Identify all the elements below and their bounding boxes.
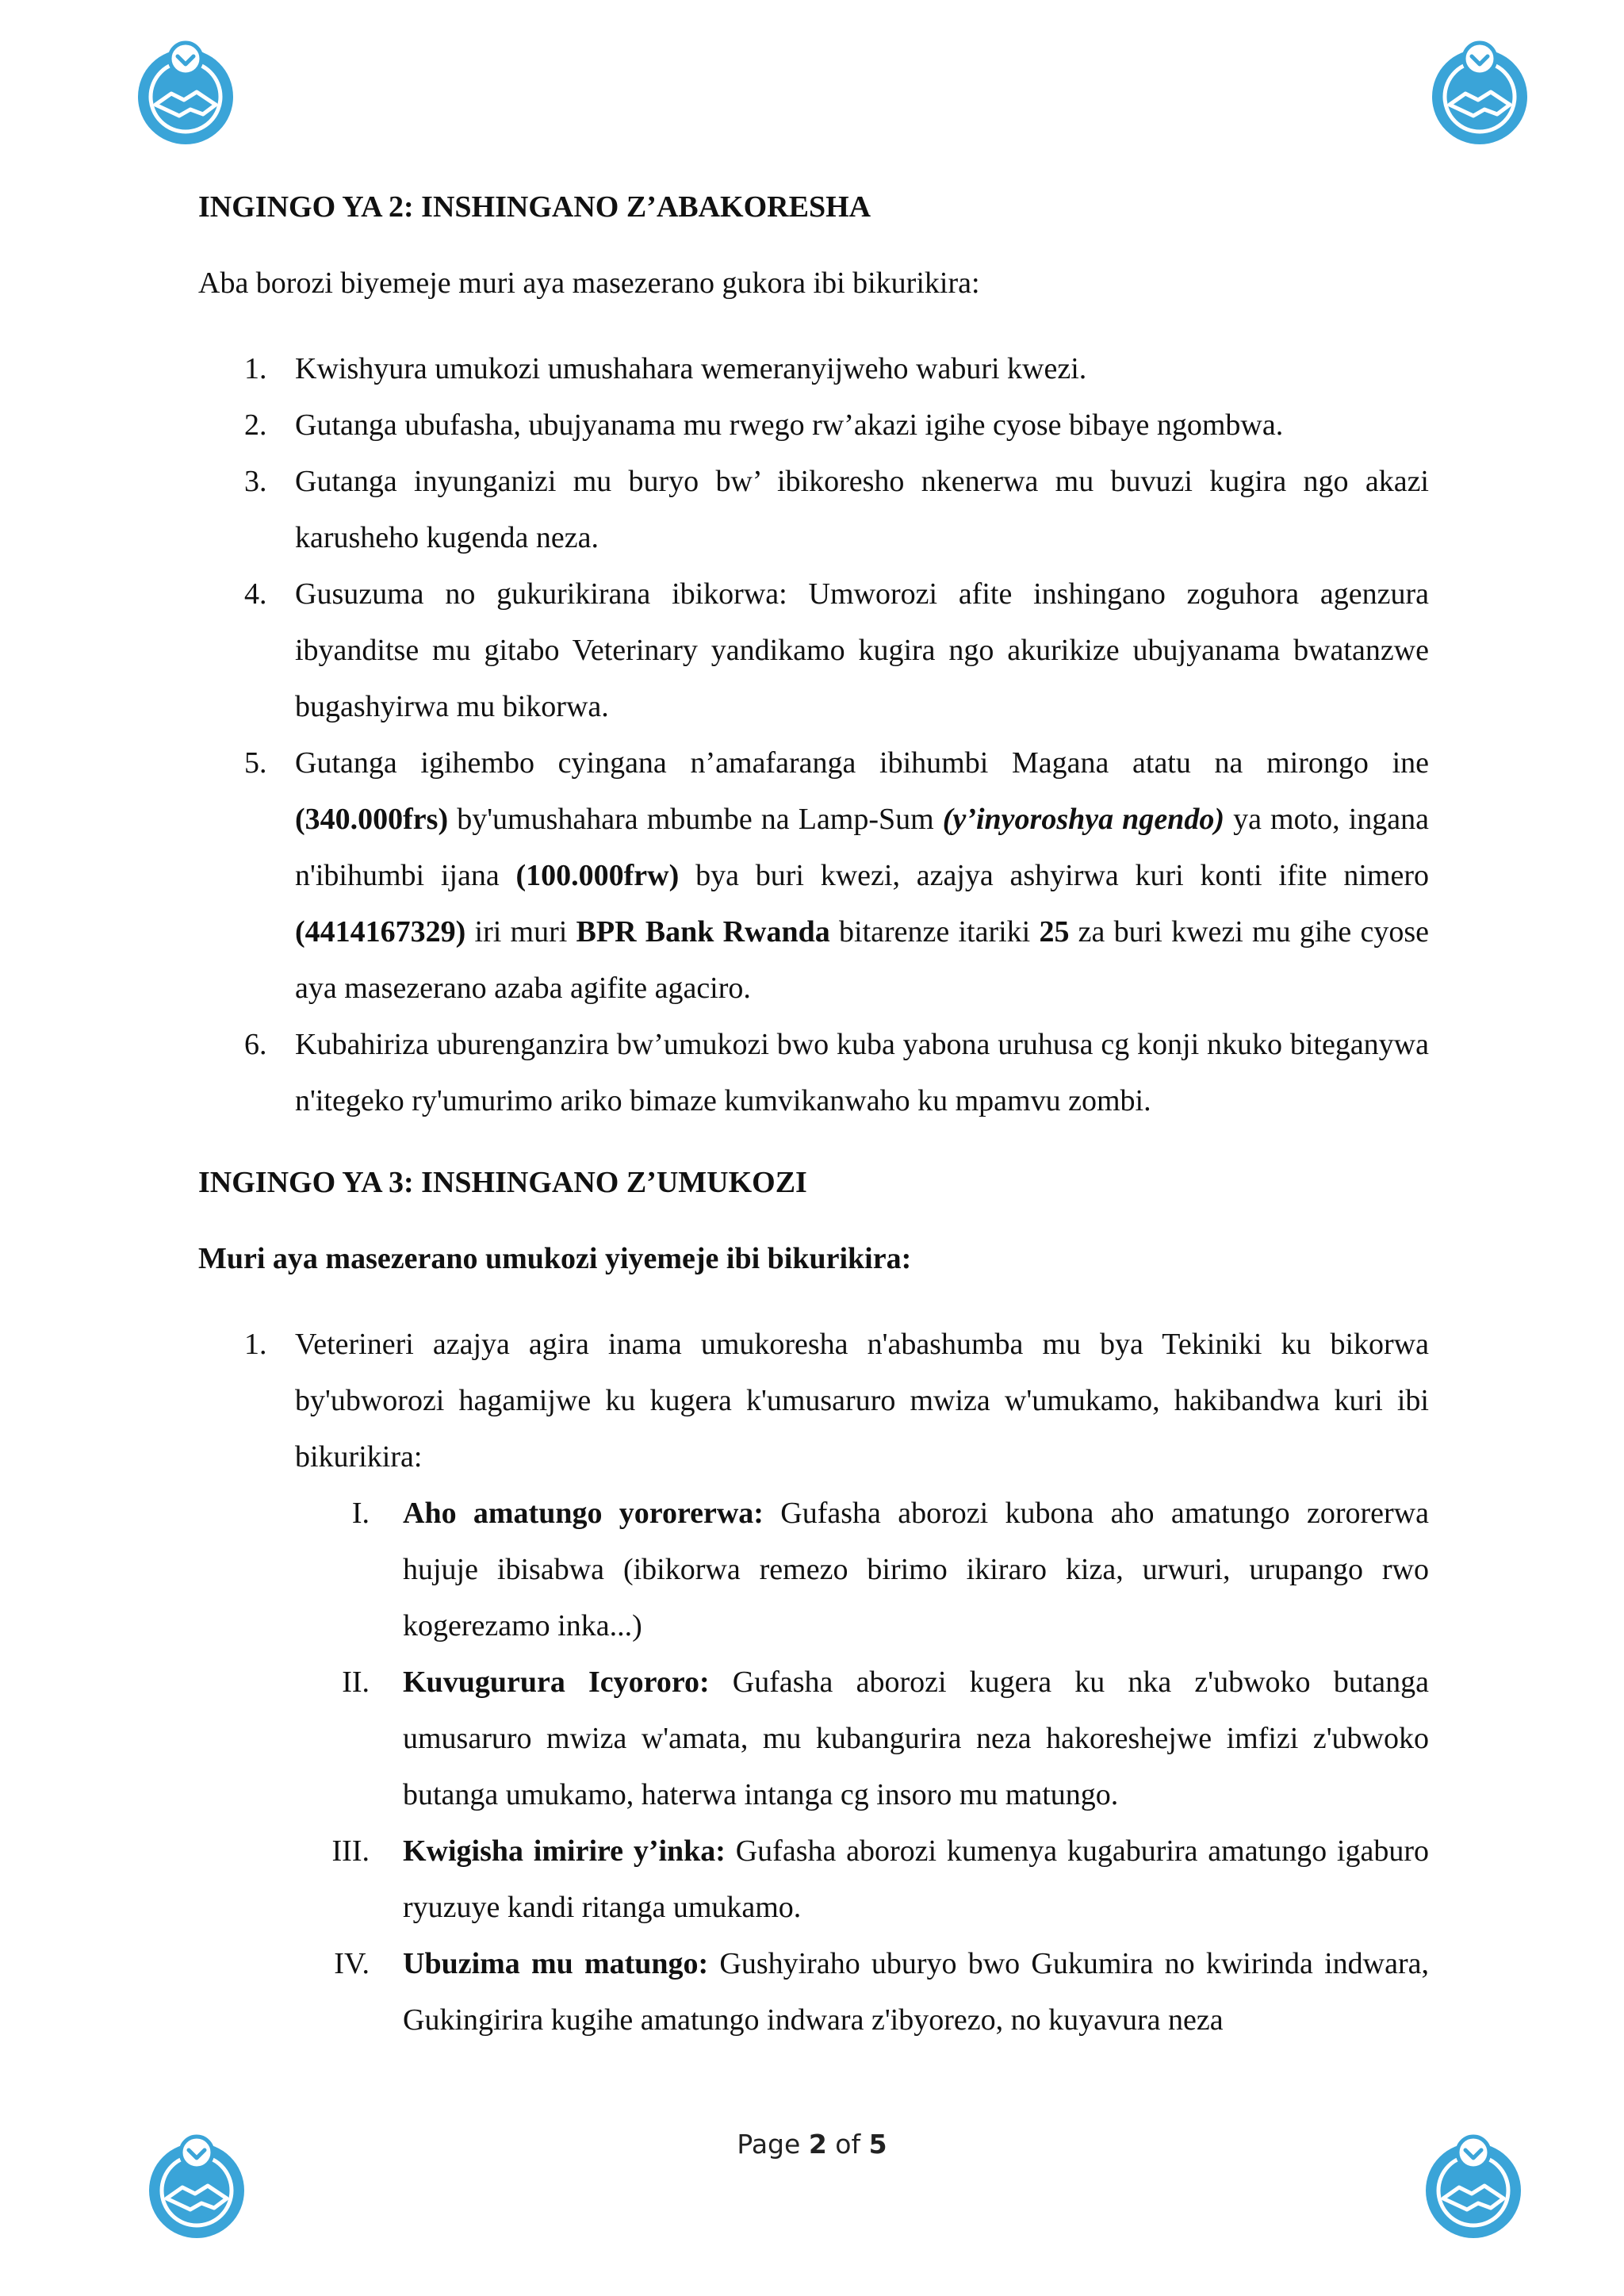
list-item [198,341,1429,397]
lump-sum-amount: (100.000frw) [515,859,680,892]
page-footer [0,2129,1624,2160]
list-number: 4. [244,577,267,611]
list-number: 2. [244,408,267,442]
sub-list-item [295,1485,1429,1654]
sub-item-title: Ubuzima mu matungo: [403,1947,709,1980]
bank-name: BPR Bank Rwanda [576,915,830,949]
salary-text-1: Gutanga igihembo cyingana n’amafaranga ibihumbi Magana atatu na mirongo ine [295,746,1429,780]
salary-text-6: bitarenze itariki [829,915,1040,949]
list-number: 1. [244,352,267,385]
salary-text-5: iri muri [465,915,576,949]
handshake-logo-icon [132,32,239,151]
pay-date: 25 [1039,915,1070,949]
sub-list-item [295,1654,1429,1823]
sub-item-text: Gufasha aborozi kumenya kugaburira amatungo igaburo ryuzuye kandi ritanga umukamo. [403,1834,1429,1924]
salary-amount: (340.000frs) [295,803,449,836]
page-label: Page [737,2129,801,2160]
sub-item-title: Kuvugurura Icyororo: [403,1665,710,1699]
list-item-text: Veterineri azajya agira inama umukoresha n'abashumba mu bya Tekiniki ku bikorwa by'ubworozi hagamijwe ku kugera k'umusaruro mwiza w'umukamo, hakibandwa kuri ibi bikurikira: [295,1328,1429,1474]
sub-item-text: Gufasha aborozi kubona aho amatungo zororerwa hujuje ibisabwa (ibikorwa remezo birimo ikiraro kiza, urwuri, urupango rwo kogerezamo inka...) [403,1497,1429,1642]
account-number: (4414167329) [295,915,466,949]
list-item [198,566,1429,735]
sub-item-text: Gufasha aborozi kugera ku nka z'ubwoko butanga umusaruro mwiza w'amata, mu kubangurira neza hakoreshejwe imfizi z'ubwoko butanga umukamo, haterwa intanga cg insoro mu matungo. [403,1665,1429,1811]
list-item [198,1317,1429,2049]
sub-list-item [295,1823,1429,1936]
list-item-text: Gutanga ubufasha, ubujyanama mu rwego rw’akazi igihe cyose bibaye ngombwa. [295,408,1284,442]
document-body [198,184,1429,2079]
section-2-intro: Aba borozi biyemeje muri aya masezerano gukora ibi bikurikira: [198,266,980,300]
list-item-text: Kubahiriza uburenganzira bw’umukozi bwo kuba yabona uruhusa cg konji nkuko biteganywa n'itegeko ry'umurimo ariko bimaze kumvikanwaho ku mpamvu zombi. [295,1028,1429,1117]
salary-text-7: za buri kwezi mu gihe cyose aya masezerano azaba agifite agaciro. [295,915,1429,1005]
section-3-heading: INGINGO YA 3: INSHINGANO Z’UMUKOZI [198,1166,807,1199]
list-item [198,1017,1429,1129]
list-item [198,454,1429,566]
section-3-intro: Muri aya masezerano umukozi yiyemeje ibi bikurikira: [198,1242,912,1275]
lump-sum-note: (y’inyoroshya ngendo) [942,803,1224,836]
list-item-text: Gusuzuma no gukurikirana ibikorwa: Umworozi afite inshingano zoguhora agenzura ibyanditse mu gitabo Veterinary yandikamo kugira ngo akurikize ubujyanama bwatanzwe bugashyirwa mu bikorwa. [295,577,1429,723]
list-item-salary [198,735,1429,1017]
sub-item-title: Aho amatungo yororerwa: [403,1497,764,1530]
list-item-text: Kwishyura umukozi umushahara wemeranyijweho waburi kwezi. [295,352,1087,385]
roman-number: II. [342,1665,370,1699]
list-number: 6. [244,1028,267,1061]
sub-list [295,1485,1429,2049]
section-2-heading: INGINGO YA 2: INSHINGANO Z’ABAKORESHA [198,190,871,224]
roman-number: III. [331,1834,370,1868]
total-pages-number: 5 [868,2129,887,2160]
logo-graphic [132,32,239,151]
salary-text-2: by'umushahara mbumbe na Lamp-Sum [448,803,943,836]
sub-item-text: Gushyiraho uburyo bwo Gukumira no kwirinda indwara, Gukingirira kugihe amatungo indwara z'ibyorezo, no kuyavura neza [403,1947,1430,2037]
page-of-label: of [835,2129,861,2160]
sub-list-item [295,1936,1429,2049]
roman-number: I. [351,1497,370,1530]
section-2-list [198,341,1429,1129]
salary-text-4: bya buri kwezi, azajya ashyirwa kuri konti ifite nimero [679,859,1429,892]
list-number: 5. [244,746,267,780]
section-3-list [198,1317,1429,2049]
logo-graphic [1426,32,1534,151]
roman-number: IV. [334,1947,370,1980]
list-item [198,397,1429,454]
salary-text-3: ya moto, ingana n'ibihumbi ijana [295,803,1429,892]
handshake-logo-icon [1426,32,1534,151]
list-number: 3. [244,465,267,498]
sub-item-title: Kwigisha imirire y’inka: [403,1834,726,1868]
current-page-number: 2 [808,2129,827,2160]
list-item-text: Gutanga inyunganizi mu buryo bw’ ibikoresho nkenerwa mu buvuzi kugira ngo akazi karusheho kugenda neza. [295,465,1429,554]
list-number: 1. [244,1328,267,1361]
